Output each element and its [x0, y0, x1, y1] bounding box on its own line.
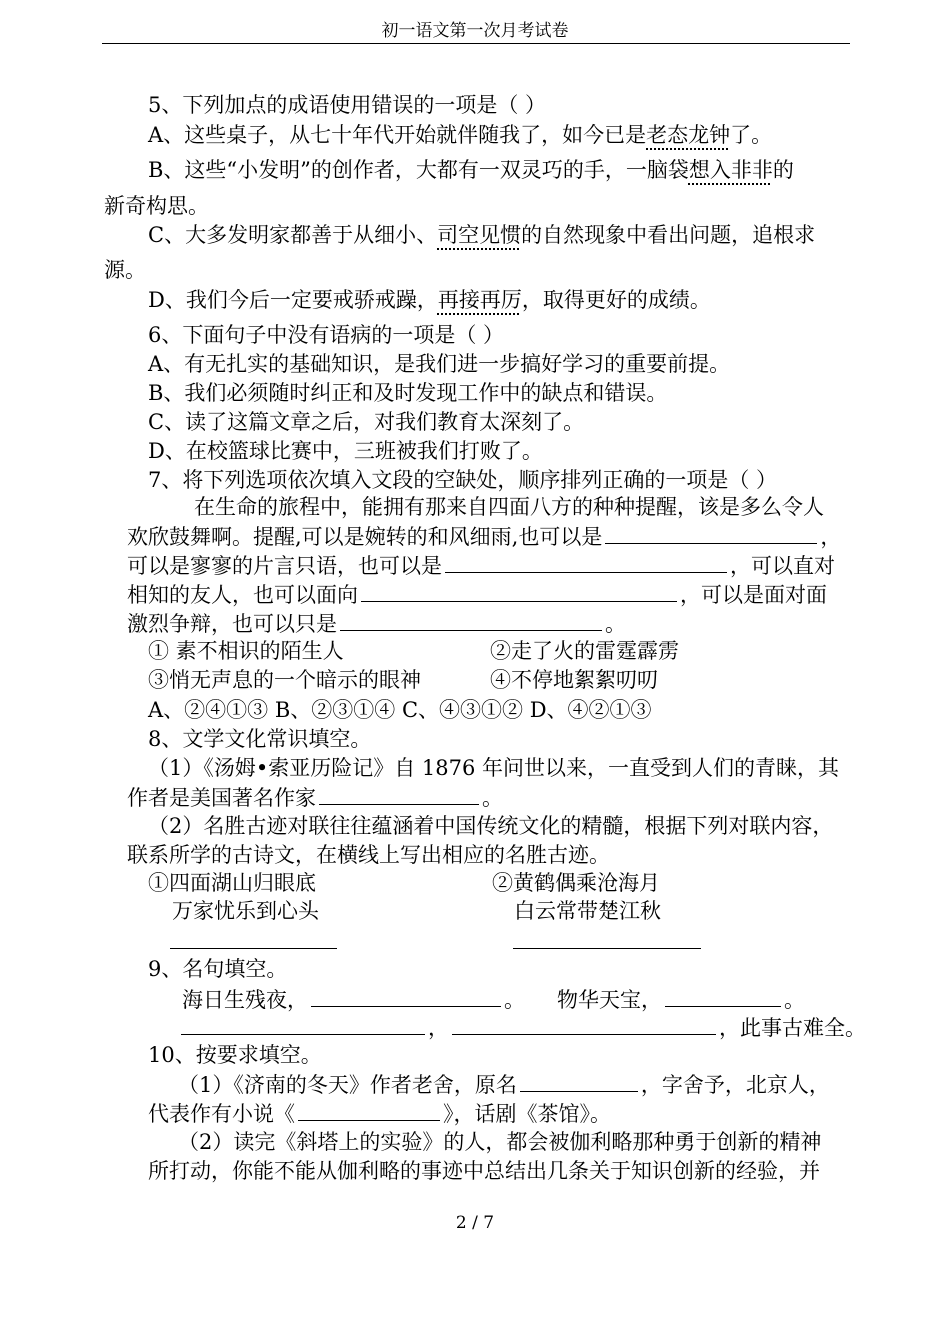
q7-p4-end: ，可以是面对面: [680, 583, 827, 607]
q8-part2-line2: 联系所学的古诗文，在横线上写出相应的名胜古迹。: [127, 843, 610, 867]
q5-c-post: 的自然现象中看出问题，追根求: [521, 223, 816, 247]
page-number: 2 / 7: [455, 1213, 495, 1233]
q7-passage-line4: [127, 581, 827, 608]
q5-c-idiom: 司空见惯: [437, 223, 522, 247]
q7-passage-line2: [127, 523, 841, 550]
q10-part1-line1: [178, 1071, 830, 1098]
q8-couplet2-line1: ②黄鹤偶乘沧海月: [492, 871, 660, 895]
q8-part2-line1: （2）名胜古迹对联往往蕴涵着中国传统文化的精髓，根据下列对联内容，: [148, 814, 834, 838]
q8-couplet1-blank[interactable]: [170, 948, 337, 949]
q7-p4-text: 相知的友人，也可以面向: [127, 583, 358, 607]
q6-stem: 6、下面句子中没有语病的一项是（ ）: [148, 323, 505, 347]
q10-part1-line2: [148, 1100, 611, 1127]
q5-b-idiom: 想入非非: [688, 158, 773, 182]
q7-p5-text: 激烈争辩，也可以只是: [127, 612, 337, 636]
q5-d-pre: D、我们今后一定要戒骄戒躁，: [148, 288, 438, 312]
q8-part1-line1: （1）《汤姆•索亚历险记》自 1876 年问世以来，一直受到人们的青睐，其: [148, 756, 840, 780]
q10-stem: 10、按要求填空。: [148, 1043, 322, 1067]
q9-l2a: ，: [428, 1016, 449, 1040]
q10-realname-blank[interactable]: [520, 1071, 638, 1092]
q6-option-d: D、在校篮球比赛中，三班被我们打败了。: [148, 439, 543, 463]
q7-passage-line1: 在生命的旅程中，能拥有那来自四面八方的种种提醒，该是多么令人: [194, 495, 824, 519]
q7-passage-line3: [127, 552, 835, 579]
q6-option-b: B、我们必须随时纠正和及时发现工作中的缺点和错误。: [148, 381, 668, 405]
q9-l1c: 物华天宝，: [557, 988, 662, 1012]
q9-stem: 9、名句填空。: [148, 957, 288, 981]
header-rule: [102, 43, 850, 44]
q5-d-idiom: 再接再厉: [437, 288, 522, 312]
q10-p2a: 代表作有小说《: [148, 1102, 295, 1126]
q5-d-post: ，取得更好的成绩。: [521, 288, 711, 312]
q9-blank-2[interactable]: [665, 986, 781, 1007]
q7-blank-3[interactable]: [361, 581, 677, 602]
q8-couplet2-blank[interactable]: [513, 948, 701, 949]
q9-l1a: 海日生残夜，: [182, 988, 308, 1012]
q6-option-a: A、有无扎实的基础知识，是我们进一步搞好学习的重要前提。: [148, 352, 731, 376]
q7-answer-choices: A、②④①③ B、②③①④ C、④③①② D、④②①③: [148, 698, 652, 722]
q7-blank-1[interactable]: [605, 523, 817, 544]
q10-part2-line2: 所打动，你能不能从伽利略的事迹中总结出几条关于知识创新的经验，并: [148, 1159, 820, 1183]
q10-p1a: （1）《济南的冬天》作者老舍，原名: [178, 1073, 517, 1097]
q10-part2-line1: （2）读完《斜塔上的实验》的人，都会被伽利略那种勇于创新的精神: [178, 1130, 822, 1154]
q7-option-1: ① 素不相识的陌生人: [148, 639, 344, 663]
q7-blank-4[interactable]: [340, 610, 602, 631]
q7-option-3: ③悄无声息的一个暗示的眼神: [148, 668, 421, 692]
q5-option-b: [148, 157, 794, 183]
q8-couplet2-line2: 白云常带楚江秋: [514, 899, 661, 923]
q7-option-4: ④不停地絮絮叨叨: [490, 668, 658, 692]
q5-a-idiom: 老态龙钟: [646, 123, 731, 147]
q10-novel-blank[interactable]: [298, 1100, 440, 1121]
q9-blank-1[interactable]: [311, 986, 501, 1007]
q5-a-post: 了。: [730, 123, 773, 147]
q7-p2-text: 欢欣鼓舞啊。提醒,可以是婉转的和风细雨,也可以是: [127, 525, 603, 549]
q10-p2b: 》，话剧《茶馆》。: [443, 1102, 611, 1126]
q9-l1d: 。: [784, 988, 805, 1012]
q5-option-c-cont: 源。: [104, 258, 146, 282]
q5-b-post: 的: [772, 158, 794, 182]
q8-p1c-text: 。: [482, 786, 503, 810]
q5-a-pre: A、这些桌子，从七十年代开始就伴随我了，如今已是: [148, 123, 647, 147]
q9-blank-4[interactable]: [452, 1014, 716, 1035]
q5-option-d: [148, 287, 711, 313]
q7-p3-text: 可以是寥寥的片言只语，也可以是: [127, 554, 442, 578]
q7-blank-2[interactable]: [445, 552, 727, 573]
q8-stem: 8、文学文化常识填空。: [148, 727, 372, 751]
q9-l2b: ，此事古难全。: [719, 1016, 866, 1040]
q5-option-a: [148, 122, 772, 148]
q7-passage-line5: [127, 610, 626, 637]
q9-line1: [182, 986, 805, 1013]
q7-p5-end: 。: [605, 612, 626, 636]
q7-option-2: ②走了火的雷霆霹雳: [490, 639, 679, 663]
q8-couplet1-line1: ①四面湖山归眼底: [148, 871, 316, 895]
q7-p2-end: ，: [820, 525, 842, 549]
page-header-title: 初一语文第一次月考试卷: [381, 21, 569, 41]
q8-author-blank[interactable]: [319, 784, 479, 805]
q5-b-pre: B、这些“小发明”的创作者，大都有一双灵巧的手，一脑袋: [148, 158, 689, 182]
q5-option-c: [148, 222, 815, 248]
q5-stem: 5、下列加点的成语使用错误的一项是（ ）: [148, 93, 547, 117]
q9-line2: [178, 1014, 866, 1041]
q9-blank-3[interactable]: [181, 1014, 425, 1035]
q8-p1b-text: 作者是美国著名作家: [127, 786, 316, 810]
q5-option-b-cont: 新奇构思。: [104, 194, 209, 218]
q5-c-pre: C、大多发明家都善于从细小、: [148, 223, 438, 247]
q9-l1b: 。: [504, 988, 525, 1012]
q6-option-c: C、读了这篇文章之后，对我们教育太深刻了。: [148, 410, 585, 434]
q8-couplet1-line2: 万家忧乐到心头: [172, 899, 319, 923]
q7-p3-end: ，可以直对: [730, 554, 835, 578]
q7-stem: 7、将下列选项依次填入文段的空缺处，顺序排列正确的一项是（ ）: [148, 468, 778, 492]
q10-p1b: ，字舍予，北京人，: [640, 1073, 830, 1097]
q8-part1-line2: [127, 784, 503, 811]
